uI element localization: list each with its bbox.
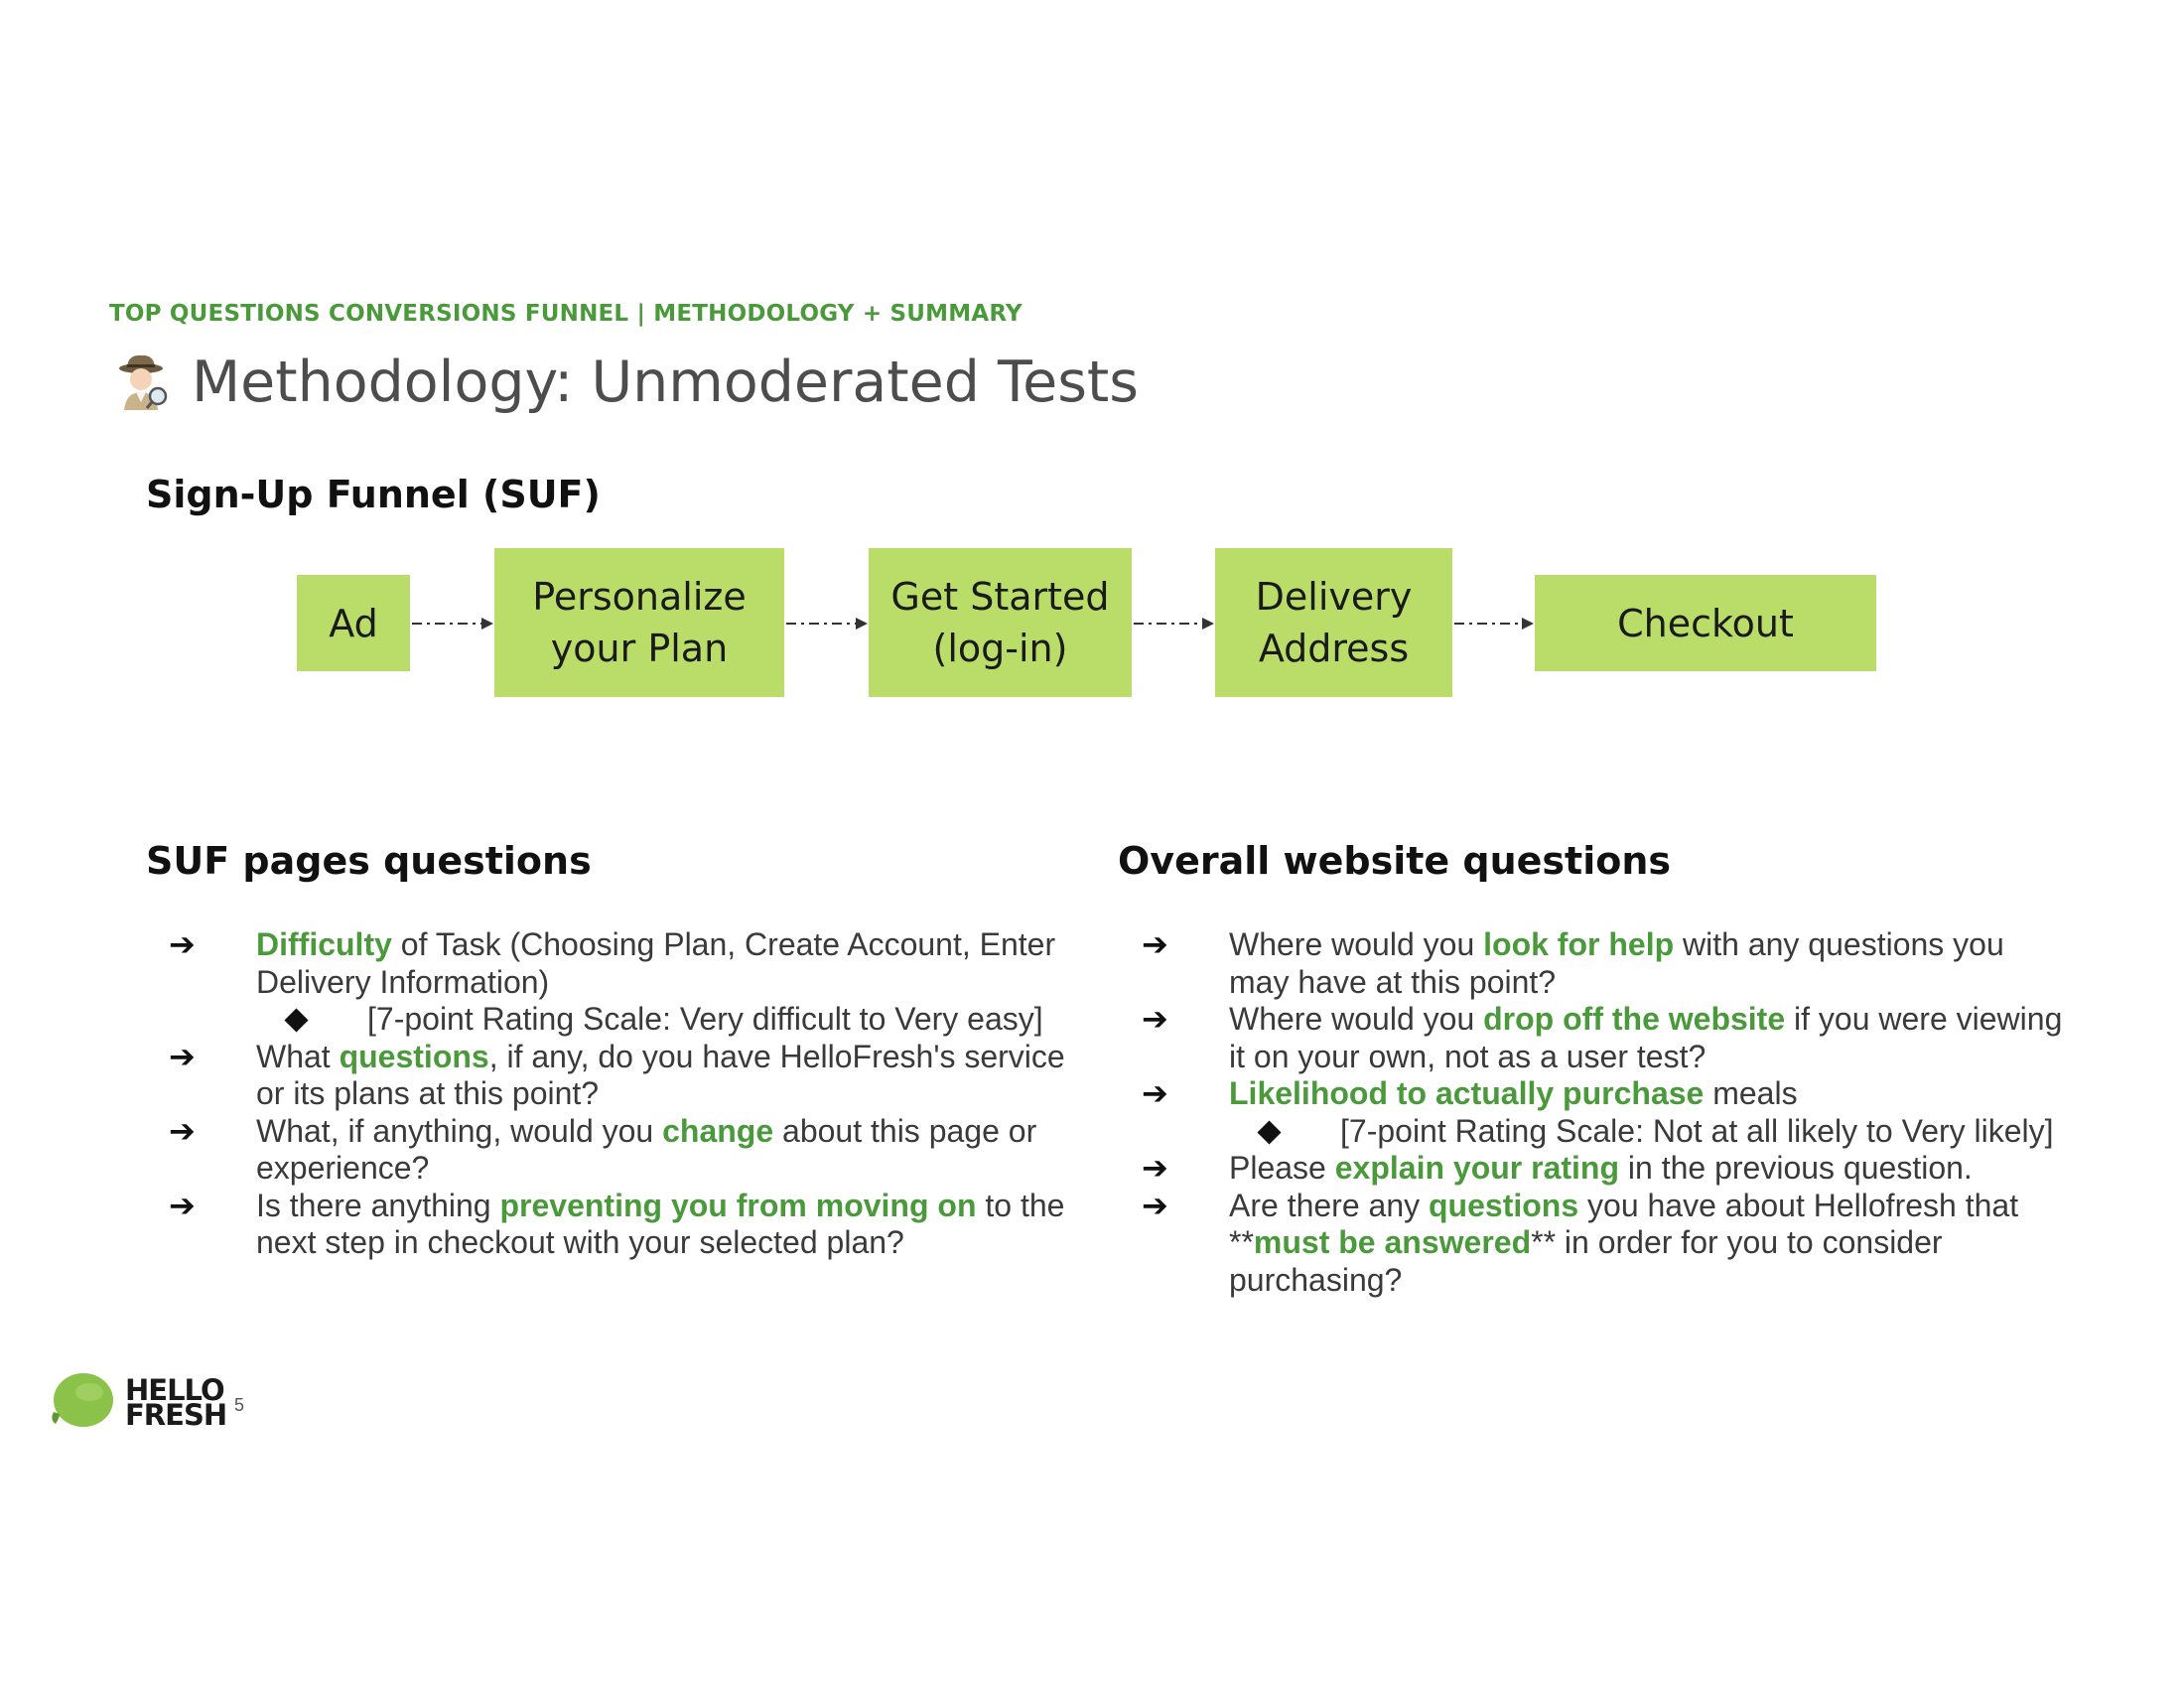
item-text: in the previous question.	[1619, 1150, 1973, 1186]
lime-logo-icon	[50, 1370, 115, 1435]
arrow-bullet-icon: ➔	[1142, 1074, 1168, 1112]
logo-wordmark	[125, 1372, 227, 1432]
page-title: Methodology: Unmoderated Tests	[192, 350, 1139, 415]
funnel-step-checkout: Checkout	[1535, 575, 1876, 671]
list-item	[1142, 1150, 2065, 1188]
funnel-step-ad: Ad	[297, 575, 410, 671]
highlight-text: change	[662, 1112, 774, 1149]
item-text: , if any, do you have HelloFresh's service or its plans at this point?	[256, 1038, 1065, 1111]
highlight-text: drop off the website	[1483, 1001, 1786, 1037]
item-text: Where would you	[1229, 926, 1484, 962]
page-number: 5	[234, 1395, 245, 1415]
highlight-text: Difficulty	[256, 926, 392, 962]
funnel-step-personalize-plan: Personalize your Plan	[494, 548, 784, 697]
item-text: Where would you	[1229, 1001, 1484, 1037]
funnel-heading: Sign-Up Funnel (SUF)	[146, 473, 601, 516]
item-text: meals	[1704, 1075, 1798, 1111]
highlight-text: preventing you from moving on	[499, 1187, 977, 1223]
arrow-bullet-icon: ➔	[1142, 925, 1168, 963]
item-text: of Task (Choosing Plan, Create Account, Enter Delivery Information)	[256, 926, 1056, 1000]
item-text: with any questions you may have at this point?	[1229, 926, 2004, 1000]
item-text: about this page or experience?	[256, 1112, 1037, 1186]
item-text: to the next step in checkout with your selected plan?	[256, 1187, 1065, 1260]
suf-questions-list	[169, 926, 1072, 1262]
arrow-bullet-icon: ➔	[1142, 1186, 1168, 1224]
sub-list-item	[1142, 1113, 2065, 1151]
list-item	[1142, 1188, 2065, 1300]
sub-item-text: [7-point Rating Scale: Very difficult to Very easy]	[367, 1001, 1043, 1037]
list-item	[169, 1113, 1072, 1188]
hellofresh-logo	[50, 1370, 226, 1435]
highlight-text: Likelihood to actually purchase	[1229, 1075, 1705, 1111]
item-text: Is there anything	[256, 1187, 500, 1223]
sub-list-item	[169, 1001, 1072, 1039]
arrow-bullet-icon: ➔	[169, 1186, 196, 1224]
site-questions-heading: Overall website questions	[1118, 839, 1672, 883]
highlight-text: must be answered	[1253, 1224, 1532, 1260]
arrow-bullet-icon: ➔	[169, 1037, 196, 1075]
list-item	[169, 1039, 1072, 1113]
diamond-bullet-icon	[284, 1008, 308, 1032]
arrow-bullet-icon: ➔	[169, 925, 196, 963]
highlight-text: look for help	[1483, 926, 1675, 962]
list-item	[1142, 926, 2065, 1001]
diamond-bullet-icon	[1257, 1120, 1281, 1144]
breadcrumb: TOP QUESTIONS CONVERSIONS FUNNEL | METHODOLOGY + SUMMARY	[109, 301, 1023, 327]
highlight-text: questions	[339, 1038, 489, 1074]
logo-line-1: HELLO	[125, 1372, 224, 1407]
item-text: What, if anything, would you	[256, 1112, 663, 1149]
highlight-text: explain your rating	[1334, 1150, 1620, 1186]
item-text: What	[256, 1038, 340, 1074]
list-item	[1142, 1075, 2065, 1113]
item-text: ** in order for you to consider purchasing?	[1229, 1224, 1943, 1298]
logo-line-2: FRESH	[125, 1397, 227, 1432]
funnel-step-delivery-address: Delivery Address	[1215, 548, 1452, 697]
arrow-bullet-icon: ➔	[169, 1111, 196, 1150]
item-text: you have about Hellofresh that **	[1229, 1187, 2019, 1260]
list-item	[169, 926, 1072, 1001]
item-text: Are there any	[1229, 1187, 1429, 1223]
site-questions-list	[1142, 926, 2065, 1299]
highlight-text: questions	[1429, 1187, 1579, 1223]
list-item	[1142, 1001, 2065, 1075]
arrow-bullet-icon: ➔	[1142, 1000, 1168, 1038]
funnel-step-get-started: Get Started (log-in)	[869, 548, 1132, 697]
sub-item-text: [7-point Rating Scale: Not at all likely to Very likely]	[1340, 1112, 2054, 1149]
list-item	[169, 1188, 1072, 1262]
item-text: Please	[1229, 1150, 1335, 1186]
arrow-bullet-icon: ➔	[1142, 1149, 1168, 1187]
suf-questions-heading: SUF pages questions	[146, 839, 592, 883]
item-text: if you were viewing it on your own, not as a user test?	[1229, 1001, 2063, 1074]
